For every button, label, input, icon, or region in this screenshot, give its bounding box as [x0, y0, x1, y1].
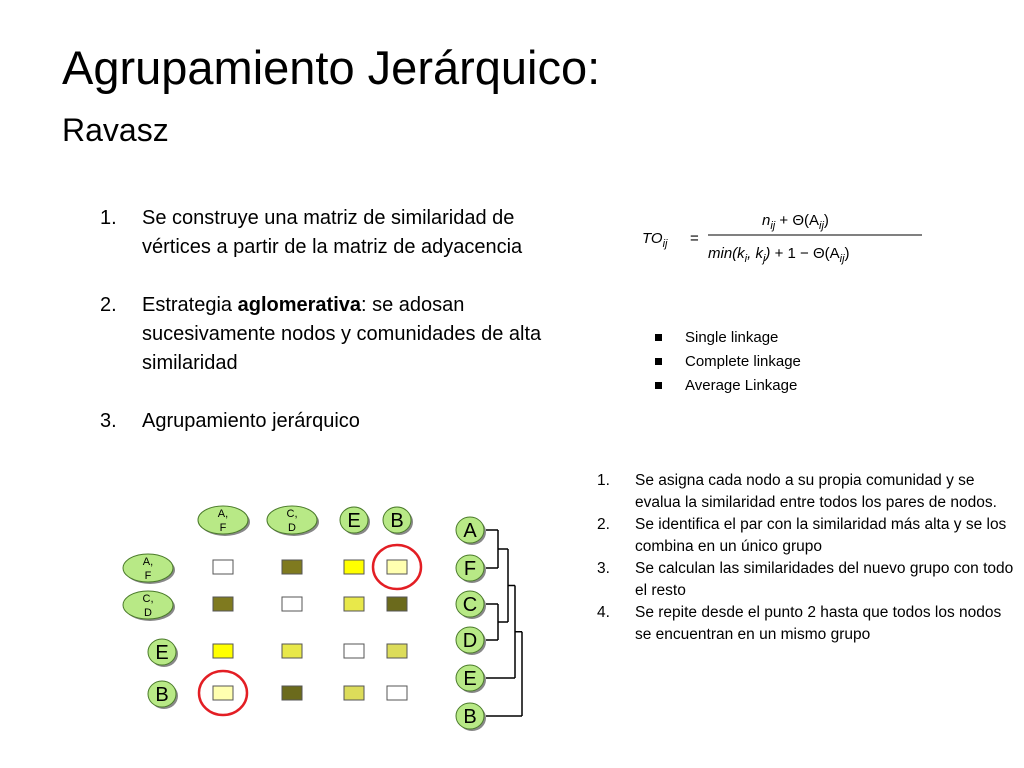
matrix-column-label — [267, 506, 319, 536]
matrix-cell — [282, 686, 302, 700]
dendrogram — [456, 517, 522, 731]
matrix-column-label — [340, 507, 370, 535]
node-label: D — [288, 522, 296, 534]
node-label: C — [462, 594, 478, 616]
bullet-square-icon — [655, 358, 662, 365]
matrix-cell — [213, 644, 233, 658]
step-number: 3. — [100, 410, 117, 432]
node-label: E — [155, 642, 169, 664]
matrix-cell — [213, 686, 233, 700]
matrix-cell — [282, 560, 302, 574]
algorithm-step-text: Se repite desde el punto 2 hasta que todos los nodos se encuentran en un mismo grupo — [635, 604, 1002, 643]
formula-numerator: $n_{ij} + \Theta(A_{ij})$ — [762, 212, 829, 232]
dendrogram-leaf — [456, 555, 486, 583]
algorithm-step — [597, 558, 1017, 602]
algorithm-step-number: 1. — [597, 472, 610, 489]
matrix-cell — [344, 597, 364, 611]
linkage-label: Average Linkage — [685, 377, 798, 394]
dendrogram-leaf — [456, 591, 486, 619]
step-2 — [100, 291, 560, 378]
matrix-cell — [344, 686, 364, 700]
dendrogram-leaf — [456, 517, 486, 545]
matrix-cell — [344, 560, 364, 574]
node-label: F — [219, 522, 227, 534]
step-1 — [100, 204, 560, 262]
dendrogram-leaf — [456, 703, 486, 731]
node-label: B — [463, 706, 477, 728]
algorithm-step-number: 2. — [597, 516, 610, 533]
node-label: E — [347, 510, 361, 532]
step-text-bold: aglomerativa — [237, 294, 361, 316]
matrix-row-label — [123, 591, 175, 621]
node-label: A, — [217, 508, 229, 520]
formula-equals: = — [690, 230, 699, 247]
algorithm-step — [597, 602, 1017, 646]
algorithm-step-number: 3. — [597, 560, 610, 577]
node-label: B — [390, 510, 404, 532]
step-text: Se construye una matriz de similaridad de vértices a partir de la matriz de adyacencia — [142, 207, 523, 258]
matrix-cell — [282, 597, 302, 611]
page-subtitle: Ravasz — [62, 112, 169, 148]
node-label: A, — [142, 556, 154, 568]
dendrogram-leaf — [456, 627, 486, 655]
matrix-cell — [387, 597, 407, 611]
similarity-matrix — [123, 506, 421, 715]
bullet-square-icon — [655, 334, 662, 341]
linkage-item — [655, 326, 801, 350]
algorithm-steps — [597, 470, 1017, 646]
formula-lhs: $TO_{ij}$ — [642, 230, 668, 250]
formula-denominator: $\min(k_i$, $k_j) + 1 - \Theta(A_{ij})$ — [708, 245, 850, 265]
node-label: E — [463, 668, 477, 690]
matrix-cell — [282, 644, 302, 658]
linkage-list — [655, 326, 801, 398]
algorithm-step-text: Se asigna cada nodo a su propia comunidad y se evalua la similaridad entre todos los pares de nodos. — [635, 472, 997, 511]
node-label: F — [144, 570, 152, 582]
similarity-matrix-diagram — [0, 490, 560, 768]
matrix-cell — [387, 560, 407, 574]
matrix-row-label — [148, 681, 178, 709]
steps-list — [100, 204, 560, 436]
node-label: B — [155, 684, 169, 706]
matrix-cell — [344, 644, 364, 658]
bullet-square-icon — [655, 382, 662, 389]
step-text-pre: Estrategia — [142, 294, 238, 316]
matrix-row-label — [123, 554, 175, 584]
matrix-row-label — [148, 639, 178, 667]
matrix-column-label — [198, 506, 250, 536]
node-label: C, — [142, 593, 154, 605]
node-label: D — [462, 630, 478, 652]
step-3 — [100, 407, 560, 436]
node-label: F — [463, 558, 477, 580]
matrix-cell — [213, 560, 233, 574]
page-title: Agrupamiento Jerárquico: — [62, 41, 601, 94]
matrix-cell — [387, 644, 407, 658]
node-label: A — [463, 520, 477, 542]
algorithm-step — [597, 514, 1017, 558]
linkage-item — [655, 374, 801, 398]
node-label: D — [144, 607, 152, 619]
algorithm-step-text: Se calculan las similaridades del nuevo grupo con todo el resto — [635, 560, 1014, 599]
step-number: 1. — [100, 207, 117, 229]
matrix-column-label — [383, 507, 413, 535]
dendrogram-leaf — [456, 665, 486, 693]
topological-overlap-formula — [640, 203, 940, 273]
matrix-cell — [213, 597, 233, 611]
algorithm-step — [597, 470, 1017, 514]
step-text-post: : se adosan sucesivamente nodos y comunidades de alta similaridad — [142, 294, 542, 374]
matrix-cell — [387, 686, 407, 700]
step-text: Agrupamiento jerárquico — [142, 410, 360, 432]
linkage-label: Single linkage — [685, 329, 779, 346]
step-number: 2. — [100, 294, 117, 316]
algorithm-step-number: 4. — [597, 604, 610, 621]
node-label: C, — [286, 508, 298, 520]
linkage-item — [655, 350, 801, 374]
algorithm-step-text: Se identifica el par con la similaridad más alta y se los combina en un único grupo — [635, 516, 1007, 555]
linkage-label: Complete linkage — [685, 353, 801, 370]
